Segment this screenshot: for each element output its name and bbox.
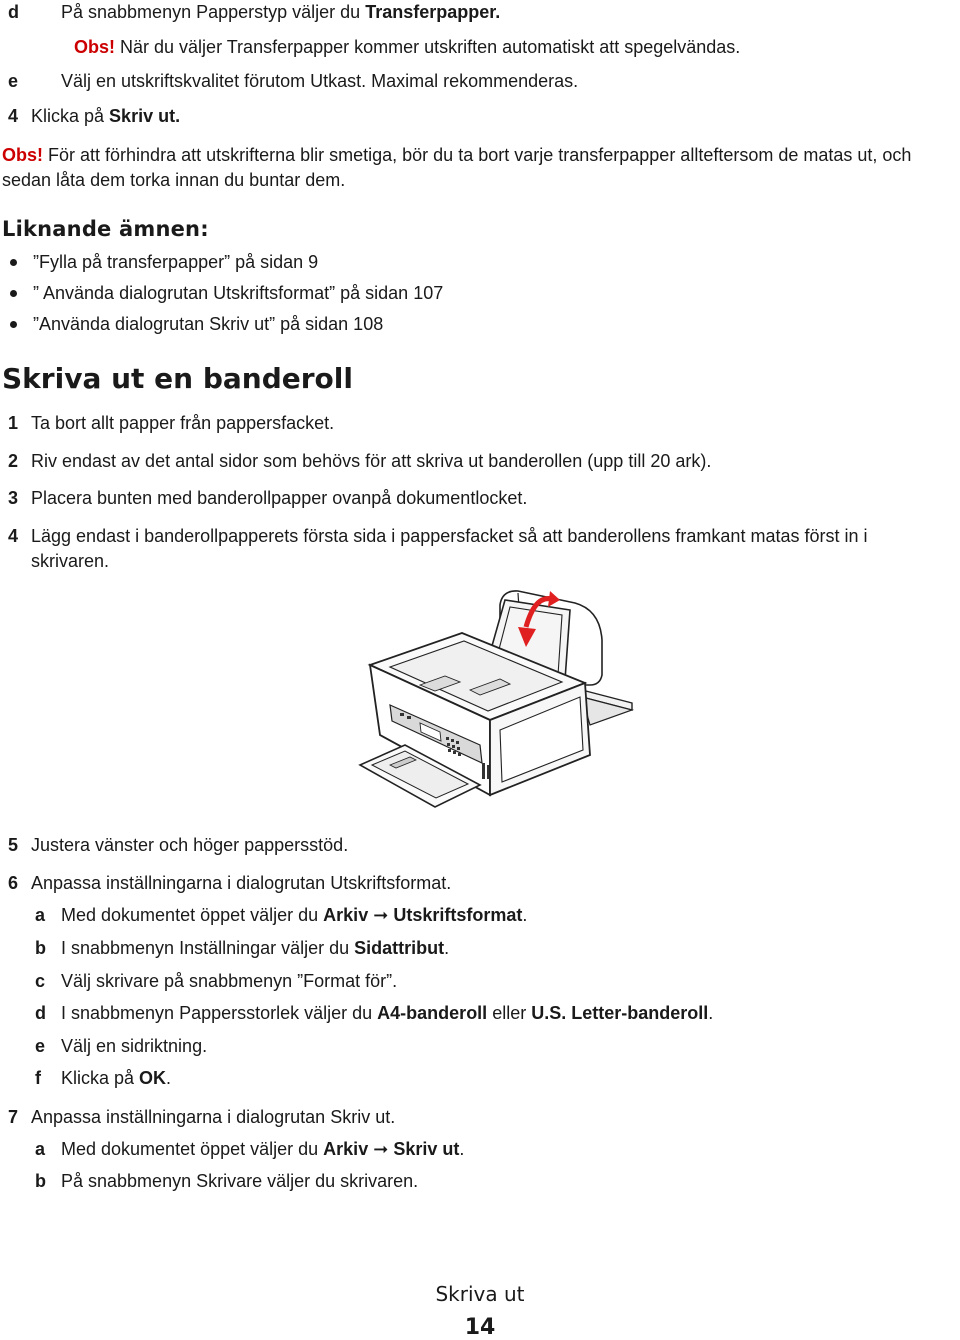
substep-6a xyxy=(35,903,527,927)
substep-text: I snabbmenyn Inställningar väljer du xyxy=(61,938,355,958)
menu-arkiv: Arkiv xyxy=(323,905,369,925)
step-4-line2: skrivaren. xyxy=(31,551,110,571)
note-mirror xyxy=(74,35,740,59)
step-text: Riv endast av det antal sidor som behövs för att skriva ut banderollen (upp till 20 ark). xyxy=(31,451,712,471)
related-heading: Liknande ämnen: xyxy=(2,217,209,241)
step-text: Justera vänster och höger pappersstöd. xyxy=(31,835,349,855)
substep-marker: f xyxy=(35,1068,41,1088)
step-text: Ta bort allt papper från pappersfacket. xyxy=(31,413,335,433)
substep-text: Välj en sidriktning. xyxy=(61,1036,208,1056)
step-text: Anpassa inställningarna i dialogrutan Skriv ut. xyxy=(31,1107,396,1127)
substep-marker: b xyxy=(35,938,46,958)
menu-utskriftsformat: Utskriftsformat xyxy=(393,905,523,925)
step-7 xyxy=(8,1105,395,1129)
step-1 xyxy=(8,411,334,435)
punct: . xyxy=(708,1003,714,1023)
step-text: Välj en utskriftskvalitet förutom Utkast. Maximal rekommenderas. xyxy=(61,71,579,91)
bullet-dot xyxy=(10,259,17,266)
step-number: 1 xyxy=(8,413,19,433)
punct: . xyxy=(459,1139,465,1159)
note-label: Obs! xyxy=(2,145,44,165)
punct: . xyxy=(166,1068,172,1088)
substep-text: I snabbmenyn Pappersstorlek väljer du xyxy=(61,1003,378,1023)
step-number: 7 xyxy=(8,1107,19,1127)
section-title: Skriva ut en banderoll xyxy=(2,362,353,395)
substep-6c xyxy=(35,969,397,993)
substep-7a xyxy=(35,1137,464,1161)
substep-text: Med dokumentet öppet väljer du xyxy=(61,905,324,925)
note-smudge-line2: sedan låta dem torka innan du buntar dem. xyxy=(2,170,346,190)
substep-marker: d xyxy=(35,1003,46,1023)
step-marker: d xyxy=(8,2,19,22)
substep-marker: b xyxy=(35,1171,46,1191)
step-number: 4 xyxy=(8,526,19,546)
step-text: Placera bunten med banderollpapper ovanpå dokumentlocket. xyxy=(31,488,528,508)
substep-text: eller xyxy=(487,1003,532,1023)
step-4 xyxy=(8,524,867,548)
step-d-transferpapper xyxy=(8,0,500,24)
step-text: Klicka på xyxy=(31,106,110,126)
step-number: 2 xyxy=(8,451,19,471)
related-list xyxy=(0,250,960,340)
substep-6e xyxy=(35,1034,207,1058)
option-a4-banner: A4-banderoll xyxy=(377,1003,488,1023)
bullet-dot xyxy=(10,321,17,328)
menu-arkiv: Arkiv xyxy=(323,1139,369,1159)
related-link[interactable]: ” Använda dialogrutan Utskriftsformat” på sidan 107 xyxy=(33,283,444,303)
substep-6d xyxy=(35,1001,713,1025)
related-link[interactable]: ”Använda dialogrutan Skriv ut” på sidan 108 xyxy=(33,314,384,334)
step-bold: Skriv ut. xyxy=(109,106,181,126)
substep-6b xyxy=(35,936,449,960)
note-label: Obs! xyxy=(74,37,116,57)
step-6 xyxy=(8,871,451,895)
arrow-right-icon: ➞ xyxy=(373,1139,389,1159)
substep-text: Med dokumentet öppet väljer du xyxy=(61,1139,324,1159)
note-text: När du väljer Transferpapper kommer utskriften automatiskt att spegelvändas. xyxy=(115,37,741,57)
printer-illustration xyxy=(350,585,640,815)
substep-text: På snabbmenyn Skrivare väljer du skrivaren. xyxy=(61,1171,419,1191)
related-link[interactable]: ”Fylla på transferpapper” på sidan 9 xyxy=(33,252,319,272)
menu-skriv-ut: Skriv ut xyxy=(393,1139,460,1159)
substep-text: Klicka på xyxy=(61,1068,140,1088)
step-4-print xyxy=(8,104,180,128)
step-3 xyxy=(8,486,527,510)
step-text: Anpassa inställningarna i dialogrutan Utskriftsformat. xyxy=(31,873,452,893)
step-e-quality xyxy=(8,69,578,93)
substep-text: Välj skrivare på snabbmenyn ”Format för”. xyxy=(61,971,398,991)
page-number: 14 xyxy=(464,1315,496,1340)
step-text: Lägg endast i banderollpapperets första sida i pappersfacket så att banderollens framkant matas först in i xyxy=(31,526,868,546)
substep-6f xyxy=(35,1066,171,1090)
bullet-dot xyxy=(10,290,17,297)
punct: . xyxy=(522,905,528,925)
step-number: 3 xyxy=(8,488,19,508)
substep-marker: c xyxy=(35,971,46,991)
option-letter-banner: U.S. Letter-banderoll xyxy=(531,1003,709,1023)
substep-marker: a xyxy=(35,905,46,925)
step-text: På snabbmenyn Papperstyp väljer du xyxy=(61,2,366,22)
step-5 xyxy=(8,833,348,857)
punct: . xyxy=(444,938,450,958)
footer-title: Skriva ut xyxy=(435,1282,525,1306)
option-sidattribut: Sidattribut xyxy=(354,938,445,958)
step-2 xyxy=(8,449,711,473)
note-text: För att förhindra att utskrifterna blir smetiga, bör du ta bort varje transferpapper allteftersom de matas ut, och xyxy=(43,145,912,165)
substep-marker: e xyxy=(35,1036,46,1056)
step-number: 4 xyxy=(8,106,19,126)
step-number: 6 xyxy=(8,873,19,893)
note-smudge-line1 xyxy=(2,143,911,167)
substep-marker: a xyxy=(35,1139,46,1159)
step-marker: e xyxy=(8,71,19,91)
option-ok: OK xyxy=(139,1068,167,1088)
step-number: 5 xyxy=(8,835,19,855)
substep-7b xyxy=(35,1169,418,1193)
arrow-right-icon: ➞ xyxy=(373,905,389,925)
step-bold: Transferpapper. xyxy=(365,2,501,22)
